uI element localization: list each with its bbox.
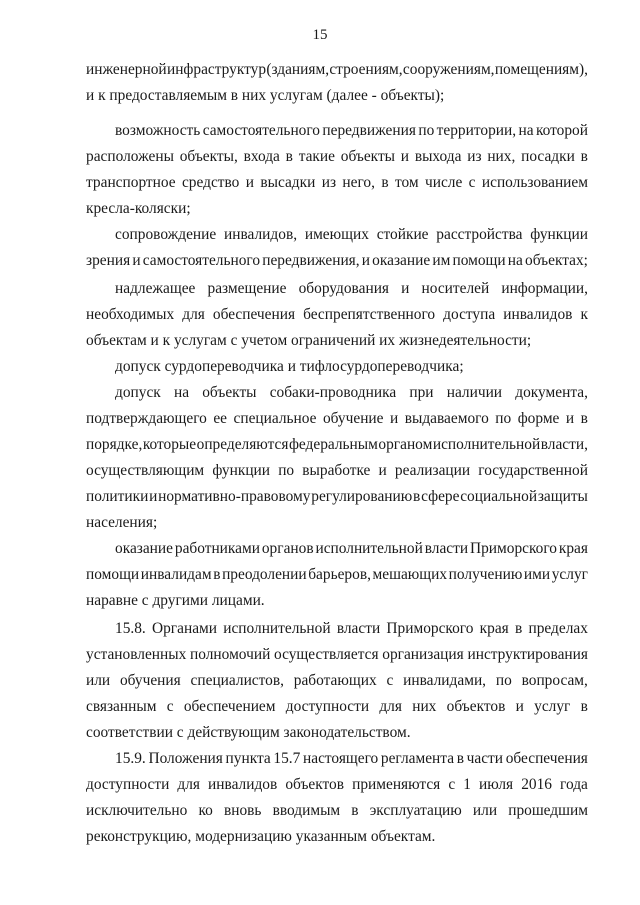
text-line: осуществляющим функции по выработке и реализации государственной: [86, 462, 588, 479]
text-line: допуск сурдопереводчика и тифлосурдопереводчика;: [115, 358, 464, 375]
text-line: инженерной инфраструктур (зданиям, строениям, сооружениям, помещениям),: [86, 61, 588, 78]
text-line: соответствии с действующим законодательством.: [86, 724, 411, 741]
text-line: возможность самостоятельного передвижения по территории, на которой: [115, 122, 588, 139]
text-line: расположены объекты, входа в такие объекты и выхода из них, посадки в: [86, 148, 588, 165]
text-line: зрения и самостоятельного передвижения, и оказание им помощи на объектах;: [86, 252, 588, 269]
text-line: и к предоставляемым в них услугам (далее - объекты);: [86, 87, 445, 104]
text-line: исключительно ко вновь вводимым в эксплуатацию или прошедшим: [86, 802, 588, 819]
text-line: допуск на объекты собаки-проводника при наличии документа,: [115, 384, 588, 401]
text-line: объектам и к услугам с учетом ограничений их жизнедеятельности;: [86, 332, 532, 349]
text-line: 15.8. Органами исполнительной власти Приморского края в пределах: [115, 620, 588, 637]
text-line: реконструкцию, модернизацию указанным объектам.: [86, 828, 436, 845]
text-line: установленных полномочий осуществляется организация инструктирования: [86, 646, 588, 663]
text-line: помощи инвалидам в преодолении барьеров, мешающих получению ими услуг: [86, 566, 588, 583]
text-line: доступности для инвалидов объектов применяются с 1 июля 2016 года: [86, 776, 588, 793]
text-line: связанным с обеспечением доступности для них объектов и услуг в: [86, 698, 588, 715]
text-line: или обучения специалистов, работающих с инвалидами, по вопросам,: [86, 672, 588, 689]
page-number: 15: [312, 27, 328, 43]
text-line: кресла-коляски;: [86, 200, 191, 217]
text-line: политики и нормативно-правовому регулированию в сфере социальной защиты: [86, 488, 588, 505]
text-line: сопровождение инвалидов, имеющих стойкие расстройства функции: [115, 226, 588, 243]
text-line: подтверждающего ее специальное обучение и выдаваемого по форме и в: [86, 410, 588, 427]
text-line: транспортное средство и высадки из него, в том числе с использованием: [86, 174, 588, 191]
text-line: наравне с другими лицами.: [86, 592, 265, 609]
text-line: порядке, которые определяются федеральным органом исполнительной власти,: [86, 436, 588, 453]
text-line: надлежащее размещение оборудования и носителей информации,: [115, 280, 588, 297]
text-line: необходимых для обеспечения беспрепятственного доступа инвалидов к: [86, 306, 588, 323]
text-line: 15.9. Положения пункта 15.7 настоящего регламента в части обеспечения: [115, 750, 588, 767]
text-line: населения;: [86, 514, 158, 531]
text-line: оказание работниками органов исполнительной власти Приморского края: [115, 540, 588, 557]
